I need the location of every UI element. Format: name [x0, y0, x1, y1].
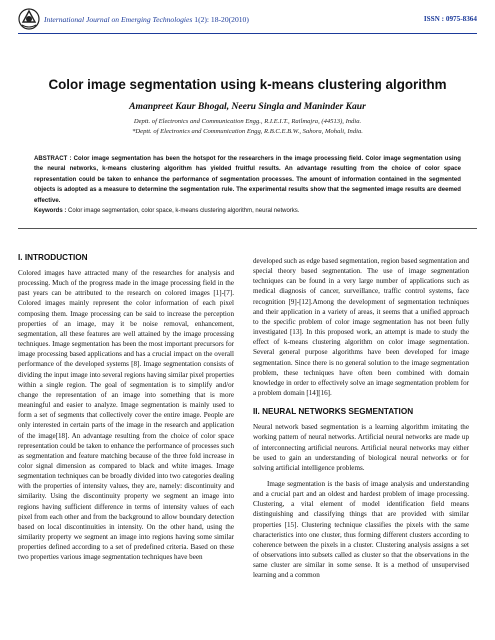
affiliation-1: Deptt. of Electronics and Communication Engg., R.I.E.I.T., Railmajra, (44513), India.: [133, 118, 362, 125]
keywords-label: Keywords :: [34, 208, 67, 214]
header-rule: [18, 33, 477, 34]
affiliation-2: *Deptt. of Electronics and Communication Engg, R.B.C.E.B.W., Sahora, Mohali, India.: [132, 128, 363, 135]
journal-header: [18, 8, 477, 32]
keywords-text: Color image segmentation, color space, k-means clustering algorithm, neural networks.: [68, 208, 300, 214]
journal-logo-icon: [18, 8, 40, 30]
nn-paragraph-1: Neural network based segmentation is a learning algorithm imitating the working pattern of neural networks. Artificial neural networks are made up of interconnecting artificial neurons. Artificial neural networks may either be used to gain an understanding of biological neural networks or for solving artificial intelligence problems.: [253, 423, 469, 472]
intro-paragraph-2: developed such as edge based segmentation, region based segmentation and special theory based segmentation. The use of image segmentation techniques can be found in a very large number of applications such as medical diagnosis of cancer, surveillance, traffic control systems, face recognition [9]-[12].Among the development of segmentation techniques and their application in a variety of areas, it seems that a unified approach to the specific problem of color image segmentation has not been fully investigated [13]. In this proposed work, an attempt is made to study the effect of k-means clustering algorithm on color image segmentation. Several general purpose algorithms have been developed for image segmentation. Since there is no general solution to the image segmentation problem, these techniques have often been combined with domain knowledge in order to effectively solve an image segmentation problem for a problem domain [14][16].: [253, 257, 469, 398]
issn-number: ISSN : 0975-8364: [423, 15, 477, 23]
paper-authors: Amanpreet Kaur Bhogal, Neeru Singla and Maninder Kaur: [129, 101, 366, 112]
left-column: [18, 252, 234, 563]
abstract: [34, 154, 461, 206]
nn-paragraph-2: Image segmentation is the basis of image analysis and understanding and a crucial part and an oldest and hardest problem of image processing. Clustering, a vital element of model identification field means distinguishing and classifying things that are provided with similar properties [15]. Clustering technique classifies the pixels with the same characteristics into one cluster, thus forming different clusters according to coherence between the pixels in a cluster. Clustering analysis assigns a set of observations into subsets called as cluster so that the observations in the same cluster are similar in some sense. It is a method of unsupervised learning and a common: [253, 479, 469, 580]
intro-paragraph-1: Colored images have attracted many of the researches for analysis and processing. Much of the progress made in the image processing field in the past years can be attributed to the research on colored images [1]-[7]. Colored images mainly represent the color information of each pixel composing them. Image processing can be said to increase the perception properties of an image, may it be noise removal, enhancement, segmentation, all these features are well attained by the image processing techniques. Image segmentation has been the most important precursors for image processing based applications and has a crucial impact on the overall performance of the developed systems [8]. Image segmentation consists of dividing the input image into several regions having similar pixel properties within a single region. The goal of segmentation is to simplify and/or change the representation of an image into something that is more meaningful and easier to analyze. Image segmentation is mainly used to form a set of segments that collectively cover the entire image. People are only interested in certain parts of the image in the research and application of the image[18]. An advantage resulting from the choice of color space representation could be taken to enhance the performance of processes such as segmentation and feature matching because of the three fold increase in color signal dimension as compared to black and white images. Image segmentation techniques can be broadly divided into two categories dealing with the properties of intensity values, they are, namely: discontinuity and similarity. Using the discontinuity property we segment an image into regions having sufficient difference in terms of intensity values of each pixel from each other and from the background to allow boundary detection based on local discontinuities in intensity. On the other hand, using the similarity property we segment an image into regions having some similar properties defined according to a set of predefined criteria. Based on these two properties various image segmentation techniques have been: [18, 269, 234, 562]
section-heading-neural-networks: II. NEURAL NETWORKS SEGMENTATION: [253, 407, 414, 417]
abstract-text: Color image segmentation has been the hotspot for the researchers in the image processing field. Color image segmentation using the neural networks, k-means clustering algorithm has yielded fruitful results. An advantage resulting from the choice of color space representation could be taken to enhance the performance of segmentation processes. The amount of information contained in the segmented objects is adopted as a measure to determine the segmentation rule. The experimental results show that the segmented image results are deemed effective.: [34, 156, 461, 204]
keywords: [34, 208, 461, 214]
section-divider: [18, 228, 477, 229]
abstract-label: ABSTRACT :: [34, 156, 72, 162]
paper-title: Color image segmentation using k-means clustering algorithm: [48, 77, 447, 92]
journal-title: International Journal on Emerging Technologies: [44, 15, 193, 24]
journal-volume: 1(2): 18-20(2010): [194, 15, 249, 24]
section-heading-introduction: I. INTRODUCTION: [18, 253, 88, 262]
journal-name: [44, 15, 249, 24]
right-column: [253, 256, 469, 581]
